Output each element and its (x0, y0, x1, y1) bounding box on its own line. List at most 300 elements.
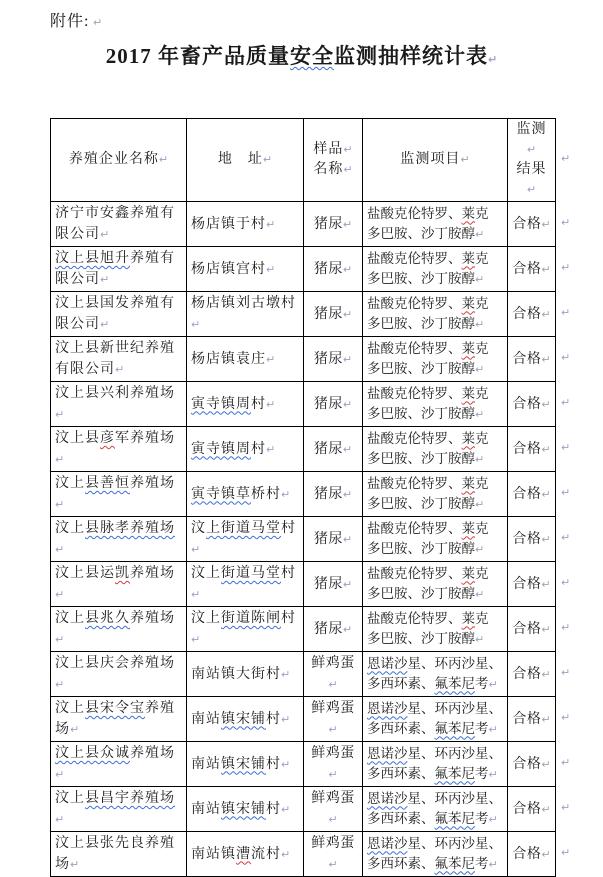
paragraph-mark: ↵ (281, 712, 291, 726)
text-segment: 盐酸克伦特罗、 (367, 520, 462, 536)
cell-monitor-items (363, 652, 508, 697)
monitoring-table-container (50, 118, 571, 877)
paragraph-mark: ↵ (158, 153, 169, 166)
cell-monitor-result (508, 607, 556, 652)
paragraph-mark: ↵ (191, 543, 201, 556)
text-segment: 克 (475, 250, 489, 266)
text-segment: 合格 (512, 396, 542, 412)
text-segment: 县昌宇养殖场 (85, 791, 175, 806)
text-segment: 莱 (461, 430, 475, 446)
header-cell-address (187, 119, 304, 202)
text-segment: 村 (266, 711, 281, 727)
paragraph-mark: ↵ (475, 362, 485, 376)
paragraph-mark: ↵ (488, 53, 498, 66)
paragraph-mark: ↵ (70, 723, 80, 736)
text-segment: 镇宋铺 (221, 711, 266, 727)
text-segment: 汶上县国发养殖有限公司 (55, 296, 175, 332)
text-segment: 恩诺沙 (367, 655, 408, 671)
text-segment: 鲜鸡蛋 (311, 656, 355, 671)
text-segment: 寅寺镇草 (191, 486, 251, 502)
paragraph-mark: ↵ (541, 262, 551, 276)
table-row (51, 247, 556, 292)
row-end-paragraph-mark: ↵ (561, 440, 571, 454)
paragraph-mark: ↵ (266, 352, 276, 366)
paragraph-mark: ↵ (475, 272, 485, 286)
paragraph-mark: ↵ (460, 153, 470, 166)
text-segment: 多巴胺、沙丁胺醇 (367, 225, 475, 241)
text-segment: 汶上 (55, 521, 85, 536)
cell-enterprise-name (51, 562, 187, 607)
cell-monitor-items (363, 202, 508, 247)
row-end-paragraph-mark: ↵ (561, 260, 571, 274)
text-segment: 猪尿 (313, 306, 343, 322)
cell-sample-name (304, 247, 363, 292)
text-segment: 合格 (512, 711, 542, 727)
paragraph-mark: ↵ (191, 633, 201, 646)
paragraph-mark: ↵ (55, 498, 65, 511)
paragraph-mark: ↵ (55, 453, 65, 466)
row-end-paragraph-mark: ↵ (561, 575, 571, 589)
paragraph-mark: ↵ (541, 352, 551, 366)
cell-address (187, 202, 304, 247)
table-row (51, 562, 556, 607)
table-row (51, 337, 556, 382)
text-segment: 克 (475, 520, 489, 536)
text-segment: 氟苯尼 (434, 675, 475, 691)
text-segment: 多西环素、 (367, 720, 435, 736)
text-segment: 星、环丙沙星、 (407, 835, 502, 851)
paragraph-mark: ↵ (281, 757, 291, 771)
text-segment: 养殖场 (130, 746, 175, 761)
cell-enterprise-name (51, 472, 187, 517)
text-segment: 汶上 (55, 791, 85, 806)
text-segment: 莱 (461, 340, 475, 356)
text-segment: 村 (251, 396, 266, 412)
paragraph-mark: ↵ (328, 858, 338, 871)
paragraph-mark: ↵ (342, 622, 353, 636)
text-segment: 南站 (191, 756, 221, 772)
text-segment: 汶上 (191, 566, 221, 581)
paragraph-mark: ↵ (266, 262, 276, 276)
text-segment: 合格 (512, 666, 542, 682)
cell-enterprise-name (51, 787, 187, 832)
paragraph-mark: ↵ (342, 262, 353, 276)
text-segment: 2017 年畜产品质量 (105, 44, 291, 68)
text-segment: 南站 (191, 711, 221, 727)
table-row (51, 202, 556, 247)
paragraph-mark: ↵ (342, 217, 353, 231)
text-segment: 凯 (115, 566, 130, 581)
text-segment: 杨店镇宫村 (191, 261, 266, 277)
text-segment: 多巴胺、沙丁胺醇 (367, 360, 475, 376)
text-segment: 克 (475, 340, 489, 356)
text-segment: 附件: (50, 13, 90, 30)
cell-sample-name (304, 292, 363, 337)
paragraph-mark: ↵ (475, 587, 485, 601)
paragraph-mark: ↵ (475, 317, 485, 331)
cell-address (187, 382, 304, 427)
table-row (51, 472, 556, 517)
text-segment: 寅寺镇周 (191, 396, 251, 412)
text-segment: 街道马堂 (221, 566, 281, 581)
text-segment: 盐酸克伦特罗、 (367, 475, 462, 491)
paragraph-mark: ↵ (281, 802, 291, 816)
text-segment: 莱 (461, 520, 475, 536)
text-segment: 县宋令宝 (85, 701, 145, 716)
text-segment: 杨店镇袁庄 (191, 351, 266, 367)
text-segment: 样品 (313, 142, 344, 157)
text-segment: 恩诺沙 (367, 700, 408, 716)
paragraph-mark: ↵ (55, 813, 65, 826)
text-segment: 村 (281, 566, 296, 581)
text-segment: 克 (475, 565, 489, 581)
cell-address (187, 652, 304, 697)
text-segment: 合格 (512, 441, 542, 457)
cell-monitor-result (508, 832, 556, 877)
text-segment: 养殖场 (55, 701, 175, 737)
cell-sample-name (304, 652, 363, 697)
text-segment: 鲜鸡蛋 (311, 791, 355, 806)
text-segment: 合格 (512, 576, 542, 592)
text-segment: 寅寺镇周 (191, 441, 251, 457)
paragraph-mark: ↵ (191, 318, 201, 331)
cell-enterprise-name (51, 832, 187, 877)
text-segment: 汶上县新世纪养殖有限公司 (55, 341, 175, 377)
text-segment: 氟苯尼 (434, 765, 475, 781)
text-segment: 多巴胺、沙丁胺醇 (367, 540, 475, 556)
paragraph-mark: ↵ (541, 307, 551, 321)
text-segment: 莱 (461, 610, 475, 626)
cell-monitor-result (508, 247, 556, 292)
paragraph-mark: ↵ (475, 452, 485, 466)
row-end-paragraph-mark: ↵ (561, 800, 571, 814)
paragraph-mark: ↵ (328, 768, 338, 781)
cell-sample-name (304, 832, 363, 877)
table-row (51, 382, 556, 427)
cell-monitor-result (508, 787, 556, 832)
cell-enterprise-name (51, 202, 187, 247)
text-segment: 多西环素、 (367, 765, 435, 781)
text-segment: 汶上 (55, 701, 85, 716)
text-segment: 汶上县张先良养殖场 (55, 836, 175, 872)
paragraph-mark: ↵ (343, 163, 353, 176)
text-segment: 多西环素、 (367, 675, 435, 691)
cell-address (187, 697, 304, 742)
cell-monitor-items (363, 607, 508, 652)
paragraph-mark: ↵ (55, 678, 65, 691)
cell-address (187, 832, 304, 877)
cell-monitor-items (363, 787, 508, 832)
text-segment: 盐酸克伦特罗、 (367, 340, 462, 356)
paragraph-mark: ↵ (343, 143, 353, 156)
paragraph-mark: ↵ (541, 802, 551, 816)
text-segment: 流村 (251, 846, 281, 862)
paragraph-mark: ↵ (55, 543, 65, 556)
text-segment: 镇宋铺 (221, 756, 266, 772)
cell-monitor-items (363, 337, 508, 382)
paragraph-mark: ↵ (115, 363, 125, 376)
text-segment: 桥村 (251, 486, 281, 502)
paragraph-mark: ↵ (342, 442, 353, 456)
text-segment: 地 址 (217, 152, 263, 167)
cell-monitor-items (363, 697, 508, 742)
text-segment: 猪尿 (313, 261, 343, 277)
paragraph-mark: ↵ (541, 847, 551, 861)
text-segment: 合格 (512, 621, 542, 637)
text-segment: 合格 (512, 261, 542, 277)
row-end-paragraph-mark: ↵ (561, 151, 571, 165)
cell-enterprise-name (51, 607, 187, 652)
text-segment: 多巴胺、沙丁胺醇 (367, 630, 475, 646)
text-segment: 多巴胺、沙丁胺醇 (367, 585, 475, 601)
text-segment: 合格 (512, 306, 542, 322)
cell-enterprise-name (51, 697, 187, 742)
cell-sample-name (304, 202, 363, 247)
text-segment: 汶上县运 (55, 566, 115, 581)
text-segment: 星、环丙沙星、 (407, 655, 502, 671)
paragraph-mark: ↵ (342, 307, 353, 321)
text-segment: 合格 (512, 486, 542, 502)
paragraph-mark: ↵ (100, 228, 110, 241)
text-segment: 考 (475, 855, 489, 871)
text-segment: 盐酸克伦特罗、 (367, 205, 462, 221)
row-end-paragraph-mark: ↵ (561, 305, 571, 319)
header-cell-monitor-result (508, 119, 556, 202)
row-end-paragraph-mark: ↵ (561, 395, 571, 409)
text-segment: 监测抽样统计表 (334, 44, 489, 68)
paragraph-mark: ↵ (55, 633, 65, 646)
cell-monitor-items (363, 382, 508, 427)
paragraph-mark: ↵ (541, 532, 551, 546)
text-segment: 星、环丙沙星、 (407, 700, 502, 716)
paragraph-mark: ↵ (100, 318, 110, 331)
cell-address (187, 742, 304, 787)
cell-sample-name (304, 607, 363, 652)
paragraph-mark: ↵ (488, 677, 498, 691)
row-end-marks (559, 118, 579, 877)
cell-sample-name (304, 427, 363, 472)
text-segment: 猪尿 (313, 351, 343, 367)
text-segment: 汶上 (55, 476, 85, 491)
text-segment: 合格 (512, 216, 542, 232)
text-segment: 莱 (461, 250, 475, 266)
table-row (51, 697, 556, 742)
table-body (51, 202, 556, 877)
cell-monitor-items (363, 472, 508, 517)
cell-address (187, 562, 304, 607)
paragraph-mark: ↵ (281, 847, 291, 861)
table-row (51, 517, 556, 562)
text-segment: 盐酸克伦特罗、 (367, 250, 462, 266)
text-segment: 鲜鸡蛋 (311, 746, 355, 761)
cell-monitor-items (363, 742, 508, 787)
cell-sample-name (304, 697, 363, 742)
paragraph-mark: ↵ (262, 153, 273, 166)
cell-monitor-items (363, 517, 508, 562)
text-segment: 盐酸克伦特罗、 (367, 610, 462, 626)
cell-address (187, 427, 304, 472)
attachment-label (50, 8, 102, 31)
cell-monitor-result (508, 652, 556, 697)
text-segment: 监测 (516, 122, 547, 137)
text-segment: 军养殖场 (115, 431, 175, 446)
text-segment: 养殖企业名称 (68, 152, 159, 167)
paragraph-mark: ↵ (70, 858, 80, 871)
cell-sample-name (304, 472, 363, 517)
cell-enterprise-name (51, 427, 187, 472)
header-cell-sample-name (304, 119, 363, 202)
cell-enterprise-name (51, 382, 187, 427)
table-row (51, 292, 556, 337)
cell-address (187, 787, 304, 832)
paragraph-mark: ↵ (191, 588, 201, 601)
monitoring-table (50, 118, 556, 877)
text-segment: 汶上 (55, 611, 85, 626)
text-segment: 莱 (461, 565, 475, 581)
text-segment: 彦 (100, 431, 115, 446)
text-segment: 汶上县 (55, 431, 100, 446)
text-segment: 汶上县庆会养殖场 (55, 656, 175, 671)
text-segment: 上街道马堂 (206, 521, 281, 536)
text-segment: 县脉孝养殖场 (85, 521, 175, 536)
text-segment: 合格 (512, 801, 542, 817)
cell-monitor-result (508, 562, 556, 607)
cell-sample-name (304, 787, 363, 832)
text-segment: 村 (281, 521, 296, 536)
cell-monitor-result (508, 742, 556, 787)
text-segment: 克 (475, 295, 489, 311)
cell-sample-name (304, 562, 363, 607)
cell-monitor-items (363, 832, 508, 877)
text-segment: 猪尿 (313, 441, 343, 457)
text-segment: 村 (251, 441, 266, 457)
text-segment: 星、环丙沙星、 (407, 790, 502, 806)
text-segment: 鲜鸡蛋 (311, 836, 355, 851)
cell-monitor-items (363, 427, 508, 472)
cell-enterprise-name (51, 247, 187, 292)
cell-monitor-result (508, 202, 556, 247)
text-segment: 镇宋铺 (221, 801, 266, 817)
table-row (51, 787, 556, 832)
cell-monitor-result (508, 697, 556, 742)
paragraph-mark: ↵ (488, 767, 498, 781)
paragraph-mark: ↵ (541, 577, 551, 591)
paragraph-mark: ↵ (475, 542, 485, 556)
text-segment: 猪尿 (313, 486, 343, 502)
paragraph-mark: ↵ (342, 397, 353, 411)
text-segment: 氟苯尼 (434, 855, 475, 871)
text-segment: 莱 (461, 475, 475, 491)
text-segment: 多巴胺、沙丁胺醇 (367, 405, 475, 421)
text-segment: 考 (475, 765, 489, 781)
text-segment: 猪尿 (313, 396, 343, 412)
header-cell-enterprise-name (51, 119, 187, 202)
paragraph-mark: ↵ (266, 217, 276, 231)
text-segment: 汶上 (191, 611, 221, 626)
page-title (0, 40, 603, 70)
paragraph-mark: ↵ (526, 183, 537, 196)
text-segment: 多西环素、 (367, 810, 435, 826)
cell-monitor-result (508, 517, 556, 562)
text-segment: 克 (475, 205, 489, 221)
paragraph-mark: ↵ (541, 757, 551, 771)
paragraph-mark: ↵ (328, 678, 338, 691)
paragraph-mark: ↵ (342, 532, 353, 546)
text-segment: 考 (475, 675, 489, 691)
paragraph-mark: ↵ (488, 722, 498, 736)
cell-enterprise-name (51, 337, 187, 382)
text-segment: 星、环丙沙星、 (407, 745, 502, 761)
paragraph-mark: ↵ (342, 487, 353, 501)
text-segment: 村 (281, 611, 296, 626)
paragraph-mark: ↵ (281, 487, 291, 501)
text-segment: 猪尿 (313, 621, 343, 637)
paragraph-mark: ↵ (541, 622, 551, 636)
paragraph-mark: ↵ (541, 217, 551, 231)
text-segment: 安全 (290, 44, 335, 68)
text-segment: 汶 (191, 521, 206, 536)
text-segment: 村 (266, 756, 281, 772)
paragraph-mark: ↵ (281, 667, 291, 681)
text-segment: 养殖场 (130, 611, 175, 626)
text-segment: 氟苯尼 (434, 720, 475, 736)
paragraph-mark: ↵ (342, 577, 353, 591)
row-end-paragraph-mark: ↵ (561, 845, 571, 859)
text-segment: 县兆久 (85, 611, 130, 626)
table-row (51, 832, 556, 877)
cell-monitor-result (508, 337, 556, 382)
row-end-paragraph-mark: ↵ (561, 665, 571, 679)
cell-address (187, 337, 304, 382)
text-segment: 多西环素、 (367, 855, 435, 871)
cell-monitor-items (363, 292, 508, 337)
text-segment: 猪尿 (313, 531, 343, 547)
cell-monitor-result (508, 472, 556, 517)
text-segment: 盐酸克伦特罗、 (367, 385, 462, 401)
paragraph-mark: ↵ (541, 667, 551, 681)
text-segment: 养殖有限公司 (55, 251, 175, 287)
paragraph-mark: ↵ (89, 16, 103, 29)
cell-monitor-items (363, 247, 508, 292)
cell-address (187, 247, 304, 292)
paragraph-mark: ↵ (328, 813, 338, 826)
cell-monitor-result (508, 382, 556, 427)
cell-monitor-result (508, 427, 556, 472)
text-segment: 莱 (461, 385, 475, 401)
text-segment: 克 (475, 430, 489, 446)
text-segment: 养殖场 (130, 566, 175, 581)
table-row (51, 652, 556, 697)
cell-enterprise-name (51, 742, 187, 787)
text-segment: 多巴胺、沙丁胺醇 (367, 315, 475, 331)
header-row (51, 119, 556, 202)
text-segment: 合格 (512, 756, 542, 772)
cell-sample-name (304, 742, 363, 787)
paragraph-mark: ↵ (475, 632, 485, 646)
cell-sample-name (304, 517, 363, 562)
table-row (51, 607, 556, 652)
text-segment: 猪尿 (313, 216, 343, 232)
text-segment: 汶上县旭升 (55, 251, 130, 266)
text-segment: 恩诺沙 (367, 835, 408, 851)
text-segment: 名称 (313, 162, 344, 177)
paragraph-mark: ↵ (541, 487, 551, 501)
cell-sample-name (304, 337, 363, 382)
row-end-paragraph-mark: ↵ (561, 710, 571, 724)
text-segment: 杨店镇刘古墩村 (191, 296, 296, 311)
paragraph-mark: ↵ (488, 857, 498, 871)
row-end-paragraph-mark: ↵ (561, 530, 571, 544)
